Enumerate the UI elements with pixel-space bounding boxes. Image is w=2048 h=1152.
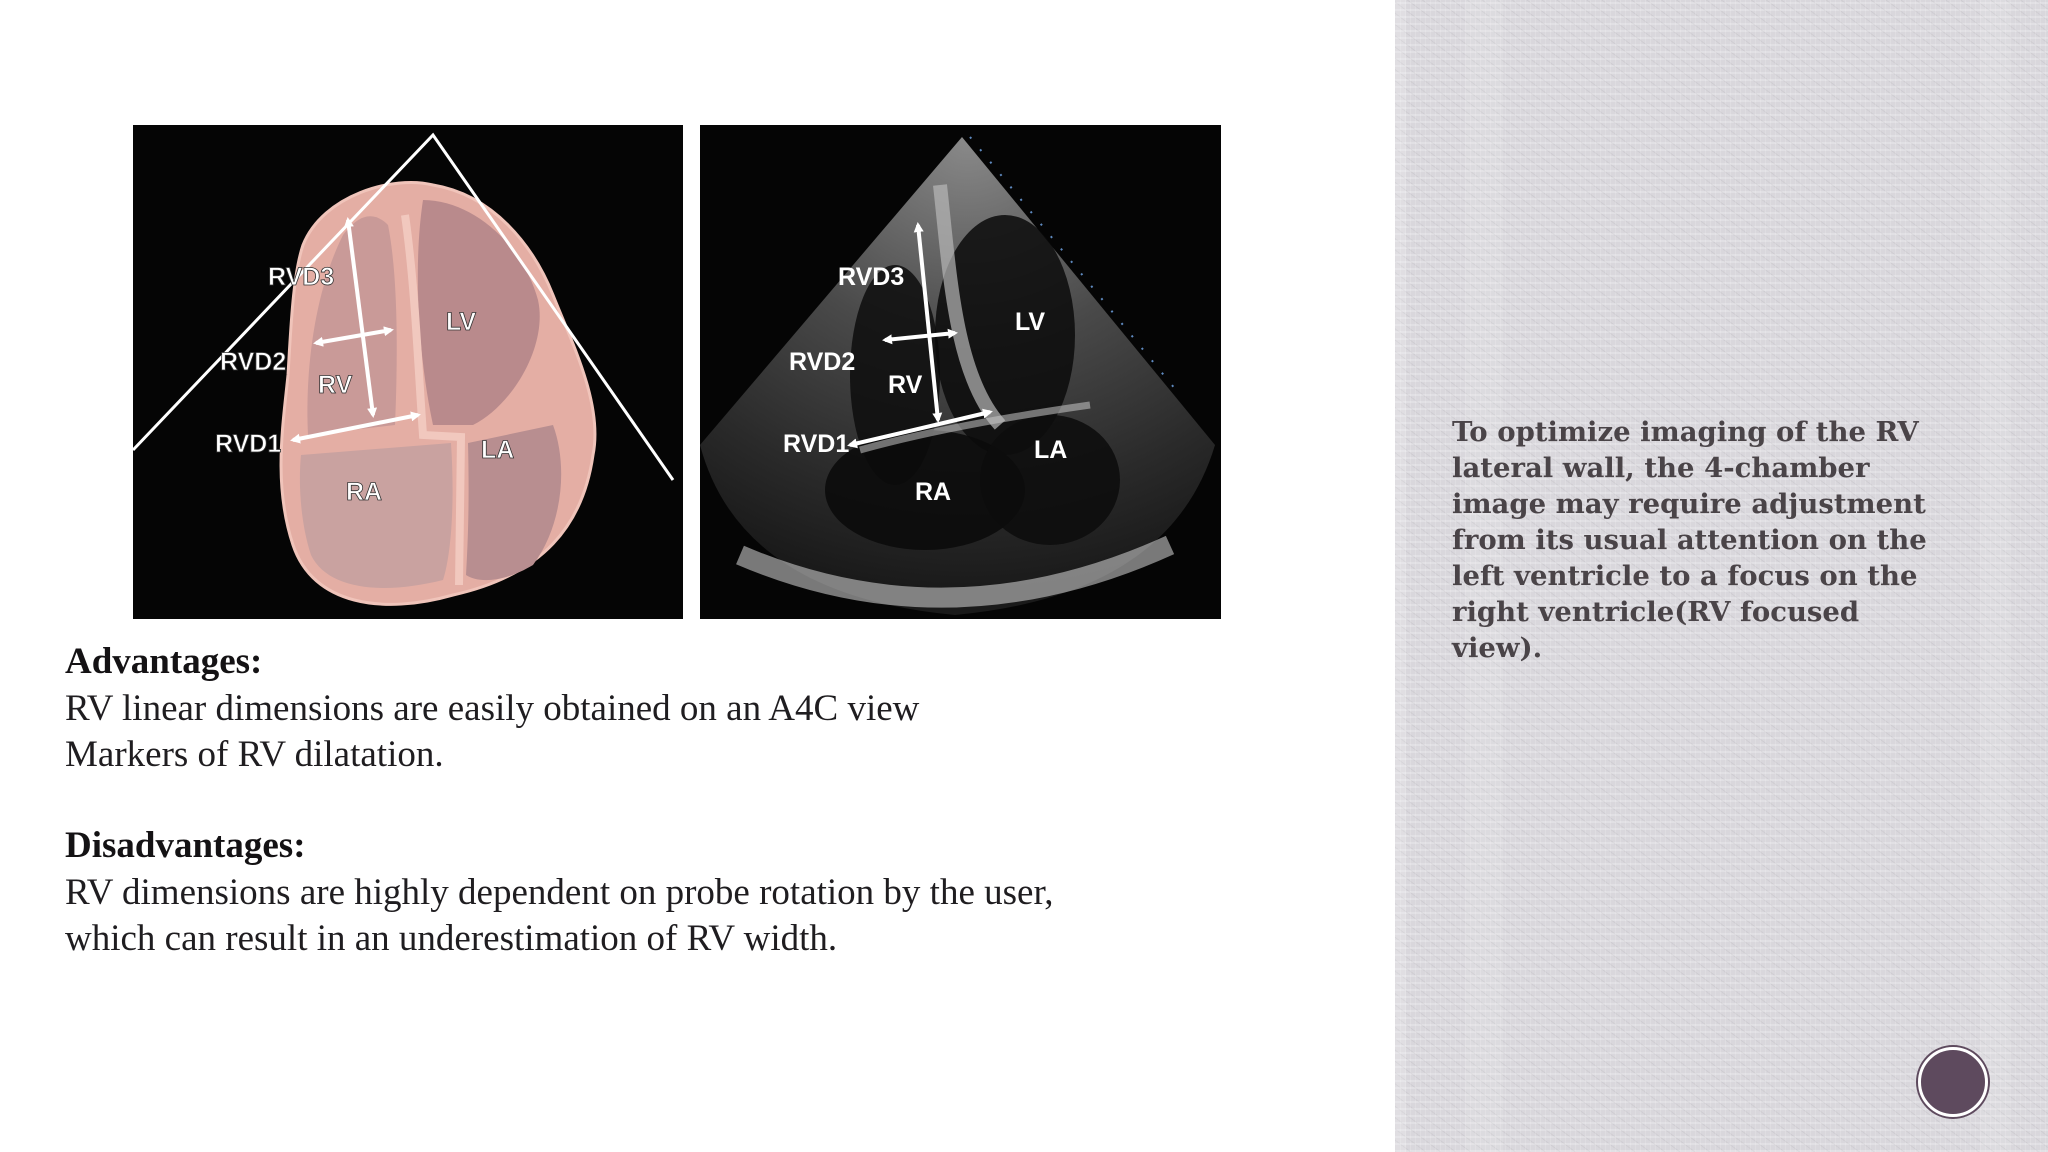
disadvantages-line: which can result in an underestimation of RV width.: [65, 918, 838, 959]
a4c-figure: [133, 125, 1221, 619]
diagram-label-rv: RV: [318, 371, 353, 399]
advantages-line: RV linear dimensions are easily obtained on an A4C view: [65, 688, 920, 729]
panel-texture-stripe: [1980, 0, 2010, 1152]
diagram-label-rvd1: RVD1: [215, 430, 282, 458]
side-panel-note: To optimize imaging of the RV lateral wall, the 4-chamber image may require adjustment from its usual attention on the left ventricle to a focus on the right ventricle(RV focused view).: [1452, 416, 1927, 664]
echocardiogram-svg: [700, 125, 1221, 619]
diagram-label-la: LA: [481, 436, 515, 464]
diagram-label-ra: RA: [346, 478, 383, 506]
echo-label-lv: LV: [1015, 308, 1046, 336]
advantages-heading: Advantages:: [65, 641, 263, 682]
panel-texture-stripe: [1396, 0, 1406, 1152]
echo-label-rvd2: RVD2: [789, 348, 856, 376]
disadvantages-heading: Disadvantages:: [65, 825, 306, 866]
echo-label-la: LA: [1034, 436, 1068, 464]
diagram-label-rvd2: RVD2: [220, 348, 287, 376]
ra-chamber: [300, 443, 453, 588]
diagram-label-rvd3: RVD3: [268, 263, 335, 291]
disadvantages-line: RV dimensions are highly dependent on probe rotation by the user,: [65, 872, 1054, 913]
echo-label-rvd3: RVD3: [838, 263, 905, 291]
echo-label-rv: RV: [888, 371, 923, 399]
diagram-label-lv: LV: [446, 308, 477, 336]
slide-nav-button[interactable]: [1918, 1047, 1988, 1117]
echo-la-cavity: [980, 415, 1120, 545]
echo-label-rvd1: RVD1: [783, 430, 850, 458]
heart-diagram-image: [133, 125, 683, 619]
advantages-line: Markers of RV dilatation.: [65, 734, 444, 775]
heart-diagram-svg: [133, 125, 683, 619]
echo-label-ra: RA: [915, 478, 952, 506]
echocardiogram-image: [700, 125, 1221, 619]
